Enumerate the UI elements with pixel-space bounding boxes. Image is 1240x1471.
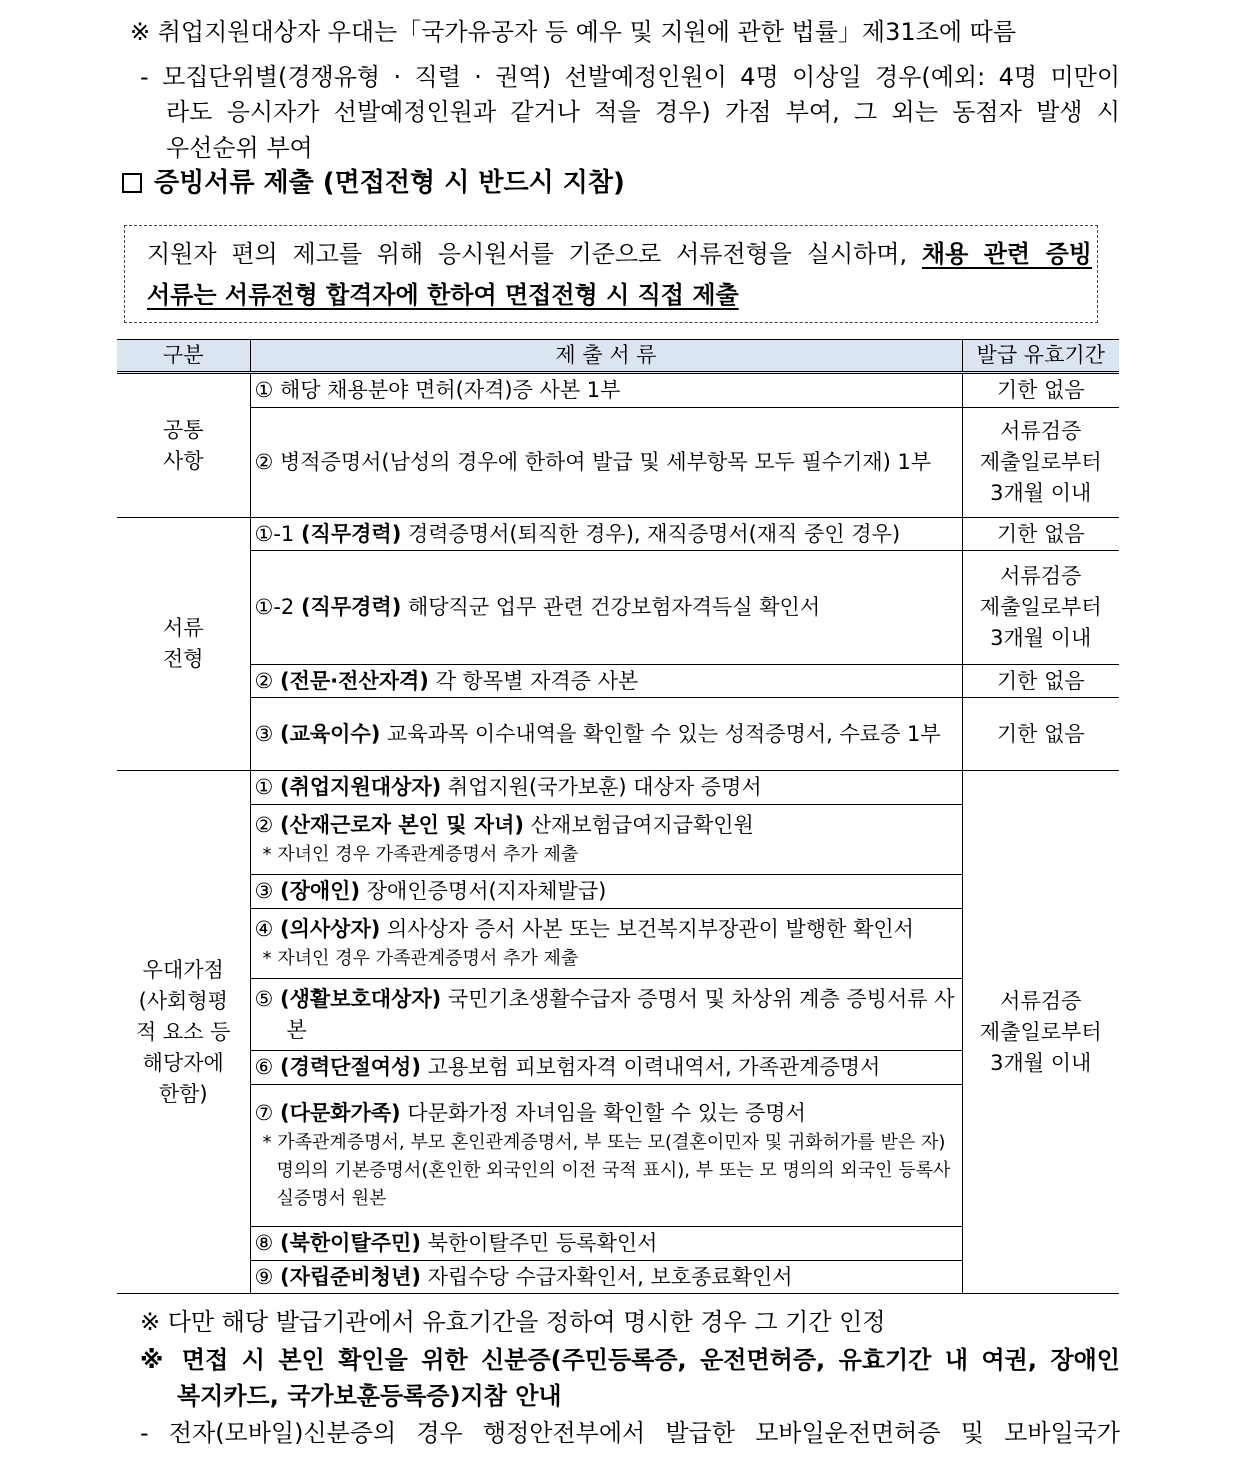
bonus-points-note-line1: - 모집단위별(경쟁유형 · 직렬 · 권역) 선발예정인원이 4명 이상일 경우(예외: 4명 미만이 [140,63,1120,91]
item-label: (산재근로자 본인 및 자녀) [280,813,525,837]
validity-cell: 서류검증 제출일로부터 3개월 이내 [962,408,1119,518]
item-label: (직무경력) [300,595,402,619]
table-row [117,665,1119,698]
item-document: 취업지원(국가보훈) 대상자 증명서 [447,775,762,799]
item-number: ⑨ [254,1264,274,1289]
item-document: 장애인증명서(지자체발급) [366,879,607,903]
section-title: 증빙서류 제출 (면접전형 시 반드시 지참) [154,168,625,198]
document-text [255,666,958,697]
document-text [255,1052,958,1083]
document-cell [250,665,962,698]
table-row [117,518,1119,551]
bonus-points-note-line2: 라도 응시자가 선발예정인원과 같거나 적을 경우) 가점 부여, 그 외는 동점자 발생 시 [166,98,1120,126]
notice-line1 [147,237,1092,271]
required-documents-table [117,339,1119,1294]
item-number: ④ [254,917,274,941]
header-documents: 제 출 서 류 [250,340,962,373]
item-number: ⑦ [254,1101,274,1125]
document-text [255,876,958,907]
table-row [117,551,1119,665]
notice-plain-text: 지원자 편의 제고를 위해 응시원서를 기준으로 서류전형을 실시하며, [147,240,908,268]
table-row [117,373,1119,408]
document-text [255,519,958,550]
document-text [255,1228,958,1259]
table-row [117,771,1119,805]
document-cell [250,909,962,979]
document-cell: ① 해당 채용분야 면허(자격)증 사본 1부 [250,373,962,408]
item-label: (다문화가족) [280,1101,401,1125]
item-label: (장애인) [280,879,361,903]
notice-box [124,225,1098,323]
table-header-row [117,340,1119,373]
validity-cell: 기한 없음 [962,698,1119,771]
item-document: 다문화가정 자녀임을 확인할 수 있는 증명서 [407,1101,806,1125]
item-document: 고용보험 피보험자격 이력내역서, 가족관계증명서 [427,1055,881,1079]
document-cell [250,805,962,875]
category-preference: 우대가점 (사회형평 적 요소 등 해당자에 한함) [117,771,250,1294]
item-document: 북한이탈주민 등록확인서 [427,1231,658,1255]
item-number: ③ [254,879,274,903]
document-cell [250,1261,962,1294]
item-document: 교육과목 이수내역을 확인할 수 있는 성적증명서, 수료증 1부 [387,721,941,746]
item-number: ①-1 [254,521,295,546]
document-cell [250,771,962,805]
item-label: (생활보호대상자) [280,986,442,1011]
item-label: (교육이수) [280,721,381,746]
item-number: ① [254,775,274,799]
document-text [255,1262,958,1293]
document-cell [250,1085,962,1227]
document-cell [250,698,962,771]
item-number: ⑤ [254,986,274,1011]
mobile-id-note: - 전자(모바일)신분증의 경우 행정안전부에서 발급한 모바일운전면허증 및 모바일국가 [140,1419,1120,1447]
header-validity: 발급 유효기간 [962,340,1119,373]
document-cell: ② 병적증명서(남성의 경우에 한하여 발급 및 세부항목 모두 필수기재) 1부 [250,408,962,518]
item-document: 해당직군 업무 관련 건강보험자격득실 확인서 [407,595,821,619]
item-number: ⑧ [254,1231,274,1255]
item-number: ② [254,813,274,837]
item-document: 국민기초생활수급자 증명서 및 차상위 계층 증빙서류 사본 [286,986,955,1042]
item-document: 경력증명서(퇴직한 경우), 재직증명서(재직 중인 경우) [407,521,901,546]
item-footnote: * 가족관계증명서, 부모 혼인관계증명서, 부 또는 모(결혼이민자 및 귀화허가를 받은 자) 명의의 기본증명서(혼인한 외국인의 이전 국적 표시), 부 또는 모 명의의 외국인 등록사실증명서 원본 [262,1132,951,1209]
item-label: (자립준비청년) [280,1264,421,1289]
item-label: (직무경력) [300,521,402,546]
item-number: ② [254,668,274,693]
item-footnote: * 자녀인 경우 가족관계증명서 추가 제출 [262,948,579,969]
id-card-note-line2: 복지카드, 국가보훈등록증)지참 안내 [177,1382,562,1410]
document-text [255,984,958,1046]
item-number: ①-2 [254,595,295,619]
category-common: 공통 사항 [117,373,250,518]
notice-emphasis-1: 채용 관련 증빙 [921,240,1092,268]
document-cell [250,551,962,665]
validity-cell: 서류검증 제출일로부터 3개월 이내 [962,551,1119,665]
document-text [255,592,958,623]
validity-cell: 기한 없음 [962,665,1119,698]
document-text [255,914,958,945]
item-label: (북한이탈주민) [280,1231,421,1255]
validity-cell: 기한 없음 [962,518,1119,551]
header-category: 구분 [117,340,250,373]
item-document: 산재보험급여지급확인원 [530,813,754,837]
document-text [255,719,958,750]
document-cell [250,875,962,909]
document-text [255,810,958,841]
item-number: ⑥ [254,1055,274,1079]
document-cell [250,518,962,551]
item-footnote: * 자녀인 경우 가족관계증명서 추가 제출 [262,844,579,865]
validity-cell: 기한 없음 [962,373,1119,408]
item-document: 의사상자 증서 사본 또는 보건복지부장관이 발행한 확인서 [387,917,914,941]
table-row [117,698,1119,771]
item-label: (경력단절여성) [280,1055,421,1079]
document-cell [250,1227,962,1261]
item-number: ③ [254,721,274,746]
item-label: (취업지원대상자) [280,775,442,799]
notice-line2 [147,278,739,312]
document-cell [250,1051,962,1085]
section-heading [122,166,625,200]
validity-cell: 서류검증 제출일로부터 3개월 이내 [962,771,1119,1294]
item-label: (전문·전산자격) [280,668,429,693]
item-document: 자립수당 수급자확인서, 보호종료확인서 [427,1264,793,1289]
item-label: (의사상자) [280,917,381,941]
item-document: 각 항목별 자격증 사본 [435,668,639,693]
checkbox-square-icon [122,173,142,193]
notice-emphasis-2: 서류는 서류전형 합격자에 한하여 면접전형 시 직접 제출 [147,281,739,309]
employment-support-note: ※ 취업지원대상자 우대는「국가유공자 등 예우 및 지원에 관한 법률」제31조에 따름 [130,18,1017,46]
id-card-note-line1: ※ 면접 시 본인 확인을 위한 신분증(주민등록증, 운전면허증, 유효기간 내 여권, 장애인 [140,1346,1120,1374]
bonus-points-note-line3: 우선순위 부여 [166,134,313,162]
validity-exception-note: ※ 다만 해당 발급기관에서 유효기간을 정하여 명시한 경우 그 기간 인정 [140,1308,886,1336]
document-cell [250,979,962,1051]
category-screening: 서류 전형 [117,518,250,771]
document-text [255,1098,958,1129]
table-row [117,408,1119,518]
document-text [255,772,958,803]
